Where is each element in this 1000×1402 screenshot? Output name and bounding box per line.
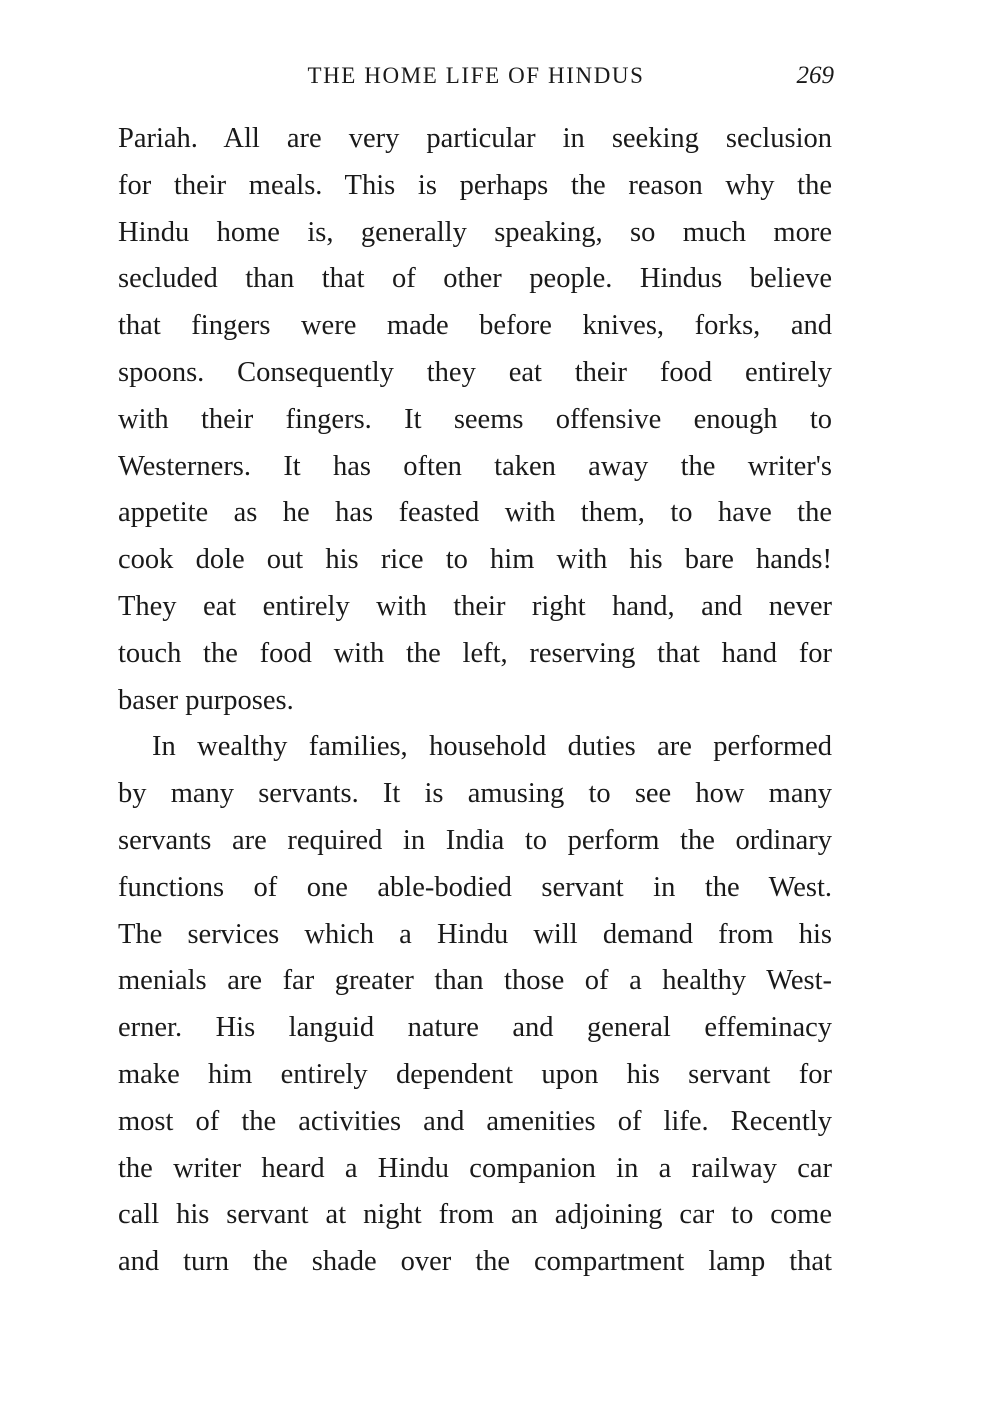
text-line-14: In wealthy families, household duties are performed xyxy=(152,731,832,763)
text-line-22: most of the activities and amenities of life. Recently xyxy=(118,1105,832,1137)
text-line-17: functions of one able-bodied servant in the West. xyxy=(118,871,832,903)
text-line-25: and turn the shade over the compartment lamp that xyxy=(118,1246,832,1278)
text-line-11: They eat entirely with their right hand, and never xyxy=(118,590,832,622)
text-line-4: secluded than that of other people. Hindus believe xyxy=(118,263,832,295)
page-number: 269 xyxy=(796,62,834,89)
text-line-3: Hindu home is, generally speaking, so much more xyxy=(118,216,832,248)
text-line-13: baser purposes. xyxy=(118,684,294,716)
text-line-19: menials are far greater than those of a healthy West- xyxy=(118,965,832,997)
text-line-24: call his servant at night from an adjoining car to come xyxy=(118,1199,832,1231)
text-line-15: by many servants. It is amusing to see how many xyxy=(118,778,832,810)
text-line-20: erner. His languid nature and general effeminacy xyxy=(118,1012,832,1044)
text-line-18: The services which a Hindu will demand from his xyxy=(118,918,832,950)
text-line-16: servants are required in India to perform the ordinary xyxy=(118,824,832,856)
text-line-7: with their fingers. It seems offensive enough to xyxy=(118,403,832,435)
text-line-1: Pariah. All are very particular in seeking seclusion xyxy=(118,123,832,154)
body-text xyxy=(118,116,832,1286)
text-line-5: that fingers were made before knives, forks, and xyxy=(118,310,832,342)
running-head xyxy=(118,58,834,94)
text-line-12: touch the food with the left, reserving that hand for xyxy=(118,637,832,669)
running-title: THE HOME LIFE OF HINDUS xyxy=(307,63,645,88)
text-line-23: the writer heard a Hindu companion in a railway car xyxy=(118,1152,832,1184)
text-line-2: for their meals. This is perhaps the reason why the xyxy=(118,169,832,201)
text-line-6: spoons. Consequently they eat their food entirely xyxy=(118,356,832,388)
text-line-9: appetite as he has feasted with them, to have the xyxy=(118,497,832,529)
text-line-21: make him entirely dependent upon his servant for xyxy=(118,1058,832,1090)
text-line-10: cook dole out his rice to him with his bare hands! xyxy=(118,544,832,576)
text-line-8: Westerners. It has often taken away the writer's xyxy=(118,450,832,482)
